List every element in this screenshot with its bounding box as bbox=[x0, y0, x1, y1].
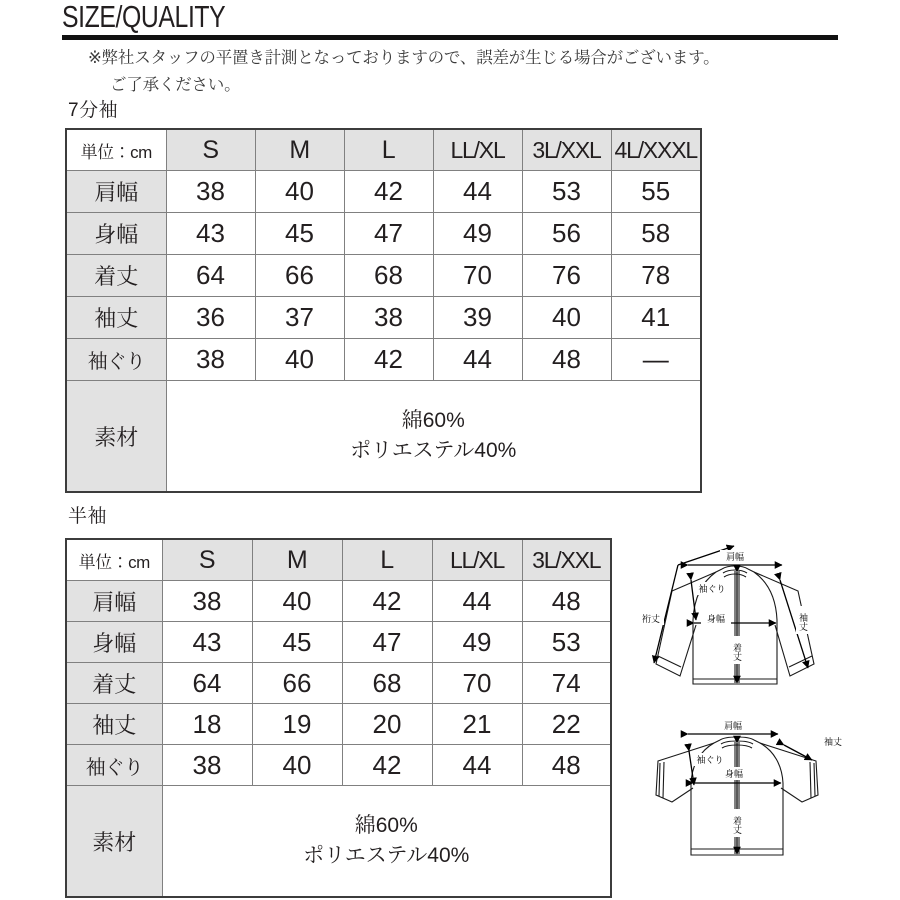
page-header bbox=[62, 0, 838, 40]
material-row bbox=[66, 381, 701, 493]
cell-sleeve-s: 36 bbox=[166, 297, 255, 339]
table-row bbox=[66, 171, 701, 213]
material-line-2: ポリエステル40% bbox=[350, 439, 517, 462]
cell-sleeve-3l-xxl: 40 bbox=[522, 297, 611, 339]
material-value bbox=[166, 381, 701, 493]
material-line-1: 綿60% bbox=[401, 409, 465, 432]
cell-length-ll-xl: 70 bbox=[433, 255, 522, 297]
cell-sleeve-m: 37 bbox=[255, 297, 344, 339]
cell-length-4l-xxxl: 78 bbox=[611, 255, 701, 297]
table-row bbox=[66, 297, 701, 339]
label-shoulder: 肩幅 bbox=[723, 721, 743, 731]
table-header-row bbox=[66, 129, 701, 171]
cell-sleeve-s: 18 bbox=[162, 704, 252, 745]
cell-length-l: 68 bbox=[344, 255, 433, 297]
label-armhole: 袖ぐり bbox=[696, 755, 724, 765]
cell-shoulder-s: 38 bbox=[166, 171, 255, 213]
size-header-3l-xxl: 3L/XXL bbox=[522, 129, 611, 171]
cell-armhole-4l-xxxl: — bbox=[611, 339, 701, 381]
table-row bbox=[66, 339, 701, 381]
row-label-armhole: 袖ぐり bbox=[66, 745, 162, 786]
title-underline bbox=[62, 35, 838, 40]
measure-labels-short bbox=[692, 719, 848, 837]
garment-outline-long bbox=[656, 566, 814, 684]
size-header-ll-xl: LL/XL bbox=[432, 539, 522, 581]
size-header-s: S bbox=[166, 129, 255, 171]
label-chest: 身幅 bbox=[706, 614, 726, 624]
row-label-chest: 身幅 bbox=[66, 622, 162, 663]
label-length: 着丈 bbox=[732, 643, 742, 661]
cell-chest-4l-xxxl: 58 bbox=[611, 213, 701, 255]
cell-armhole-l: 42 bbox=[342, 745, 432, 786]
label-sleeve-from-neck: 裄丈 bbox=[641, 614, 661, 624]
cell-shoulder-l: 42 bbox=[344, 171, 433, 213]
table-row bbox=[66, 704, 611, 745]
cell-length-3l-xxl: 74 bbox=[522, 663, 611, 704]
size-header-s: S bbox=[162, 539, 252, 581]
cell-chest-m: 45 bbox=[255, 213, 344, 255]
cell-armhole-l: 42 bbox=[344, 339, 433, 381]
cell-shoulder-l: 42 bbox=[342, 581, 432, 622]
cell-length-ll-xl: 70 bbox=[432, 663, 522, 704]
measurement-note-line-2: ご了承ください。 bbox=[110, 76, 241, 94]
label-sleeve: 袖丈 bbox=[798, 613, 808, 631]
material-line-1: 綿60% bbox=[354, 814, 418, 837]
cell-shoulder-ll-xl: 44 bbox=[432, 581, 522, 622]
size-header-l: L bbox=[344, 129, 433, 171]
cell-shoulder-m: 40 bbox=[255, 171, 344, 213]
size-header-4l-xxxl: 4L/XXXL bbox=[611, 129, 701, 171]
label-shoulder: 肩幅 bbox=[725, 552, 745, 562]
size-table-long-sleeve bbox=[65, 128, 702, 493]
row-label-armhole: 袖ぐり bbox=[66, 339, 166, 381]
page-title: SIZE/QUALITY bbox=[62, 0, 226, 34]
size-header-l: L bbox=[342, 539, 432, 581]
measurement-note bbox=[88, 45, 878, 99]
cell-sleeve-l: 38 bbox=[344, 297, 433, 339]
row-label-sleeve: 袖丈 bbox=[66, 297, 166, 339]
row-label-shoulder: 肩幅 bbox=[66, 581, 162, 622]
size-header-3l-xxl: 3L/XXL bbox=[522, 539, 611, 581]
material-label: 素材 bbox=[66, 381, 166, 493]
cell-chest-ll-xl: 49 bbox=[432, 622, 522, 663]
row-label-sleeve: 袖丈 bbox=[66, 704, 162, 745]
material-line-2: ポリエステル40% bbox=[303, 844, 470, 867]
cell-chest-ll-xl: 49 bbox=[433, 213, 522, 255]
cell-shoulder-ll-xl: 44 bbox=[433, 171, 522, 213]
cell-armhole-s: 38 bbox=[162, 745, 252, 786]
cell-shoulder-4l-xxxl: 55 bbox=[611, 171, 701, 213]
cell-shoulder-s: 38 bbox=[162, 581, 252, 622]
measurement-note-line-1: ※弊社スタッフの平置き計測となっておりますので、誤差が生じる場合がございます。 bbox=[88, 49, 720, 67]
cell-shoulder-m: 40 bbox=[252, 581, 342, 622]
cell-armhole-m: 40 bbox=[255, 339, 344, 381]
size-header-m: M bbox=[252, 539, 342, 581]
label-length: 着丈 bbox=[732, 816, 742, 834]
cell-sleeve-ll-xl: 21 bbox=[432, 704, 522, 745]
cell-armhole-m: 40 bbox=[252, 745, 342, 786]
row-label-length: 着丈 bbox=[66, 255, 166, 297]
unit-label: 単位：cm bbox=[66, 539, 162, 581]
cell-sleeve-4l-xxxl: 41 bbox=[611, 297, 701, 339]
label-chest: 身幅 bbox=[724, 769, 744, 779]
cell-length-l: 68 bbox=[342, 663, 432, 704]
size-header-m: M bbox=[255, 129, 344, 171]
cell-length-m: 66 bbox=[252, 663, 342, 704]
material-row bbox=[66, 786, 611, 898]
cell-armhole-ll-xl: 44 bbox=[433, 339, 522, 381]
label-sleeve: 袖丈 bbox=[823, 737, 843, 747]
table-header-row bbox=[66, 539, 611, 581]
cell-sleeve-3l-xxl: 22 bbox=[522, 704, 611, 745]
cell-chest-l: 47 bbox=[342, 622, 432, 663]
section-caption-long-sleeve: 7分袖 bbox=[68, 100, 119, 121]
row-label-shoulder: 肩幅 bbox=[66, 171, 166, 213]
cell-shoulder-3l-xxl: 53 bbox=[522, 171, 611, 213]
cell-shoulder-3l-xxl: 48 bbox=[522, 581, 611, 622]
cell-armhole-3l-xxl: 48 bbox=[522, 745, 611, 786]
label-armhole: 袖ぐり bbox=[698, 584, 726, 594]
unit-label: 単位：cm bbox=[66, 129, 166, 171]
cell-sleeve-ll-xl: 39 bbox=[433, 297, 522, 339]
cell-chest-3l-xxl: 53 bbox=[522, 622, 611, 663]
section-caption-short-sleeve: 半袖 bbox=[68, 506, 108, 527]
table-row bbox=[66, 213, 701, 255]
cell-length-m: 66 bbox=[255, 255, 344, 297]
cell-armhole-s: 38 bbox=[166, 339, 255, 381]
short-sleeve-diagram bbox=[636, 703, 896, 893]
cell-armhole-3l-xxl: 48 bbox=[522, 339, 611, 381]
table-row bbox=[66, 581, 611, 622]
cell-length-3l-xxl: 76 bbox=[522, 255, 611, 297]
cell-sleeve-m: 19 bbox=[252, 704, 342, 745]
cell-chest-m: 45 bbox=[252, 622, 342, 663]
size-table-short-sleeve bbox=[65, 538, 612, 898]
table-row bbox=[66, 663, 611, 704]
measure-labels-long bbox=[638, 550, 810, 664]
table-row bbox=[66, 255, 701, 297]
measure-arrows-short bbox=[688, 734, 812, 854]
cell-chest-l: 47 bbox=[344, 213, 433, 255]
cell-chest-s: 43 bbox=[166, 213, 255, 255]
material-label: 素材 bbox=[66, 786, 162, 898]
cell-armhole-ll-xl: 44 bbox=[432, 745, 522, 786]
row-label-chest: 身幅 bbox=[66, 213, 166, 255]
cell-chest-s: 43 bbox=[162, 622, 252, 663]
table-row bbox=[66, 622, 611, 663]
long-sleeve-diagram bbox=[636, 524, 896, 709]
row-label-length: 着丈 bbox=[66, 663, 162, 704]
cell-sleeve-l: 20 bbox=[342, 704, 432, 745]
material-value bbox=[162, 786, 611, 898]
size-header-ll-xl: LL/XL bbox=[433, 129, 522, 171]
cell-length-s: 64 bbox=[166, 255, 255, 297]
cell-chest-3l-xxl: 56 bbox=[522, 213, 611, 255]
cell-length-s: 64 bbox=[162, 663, 252, 704]
table-row bbox=[66, 745, 611, 786]
